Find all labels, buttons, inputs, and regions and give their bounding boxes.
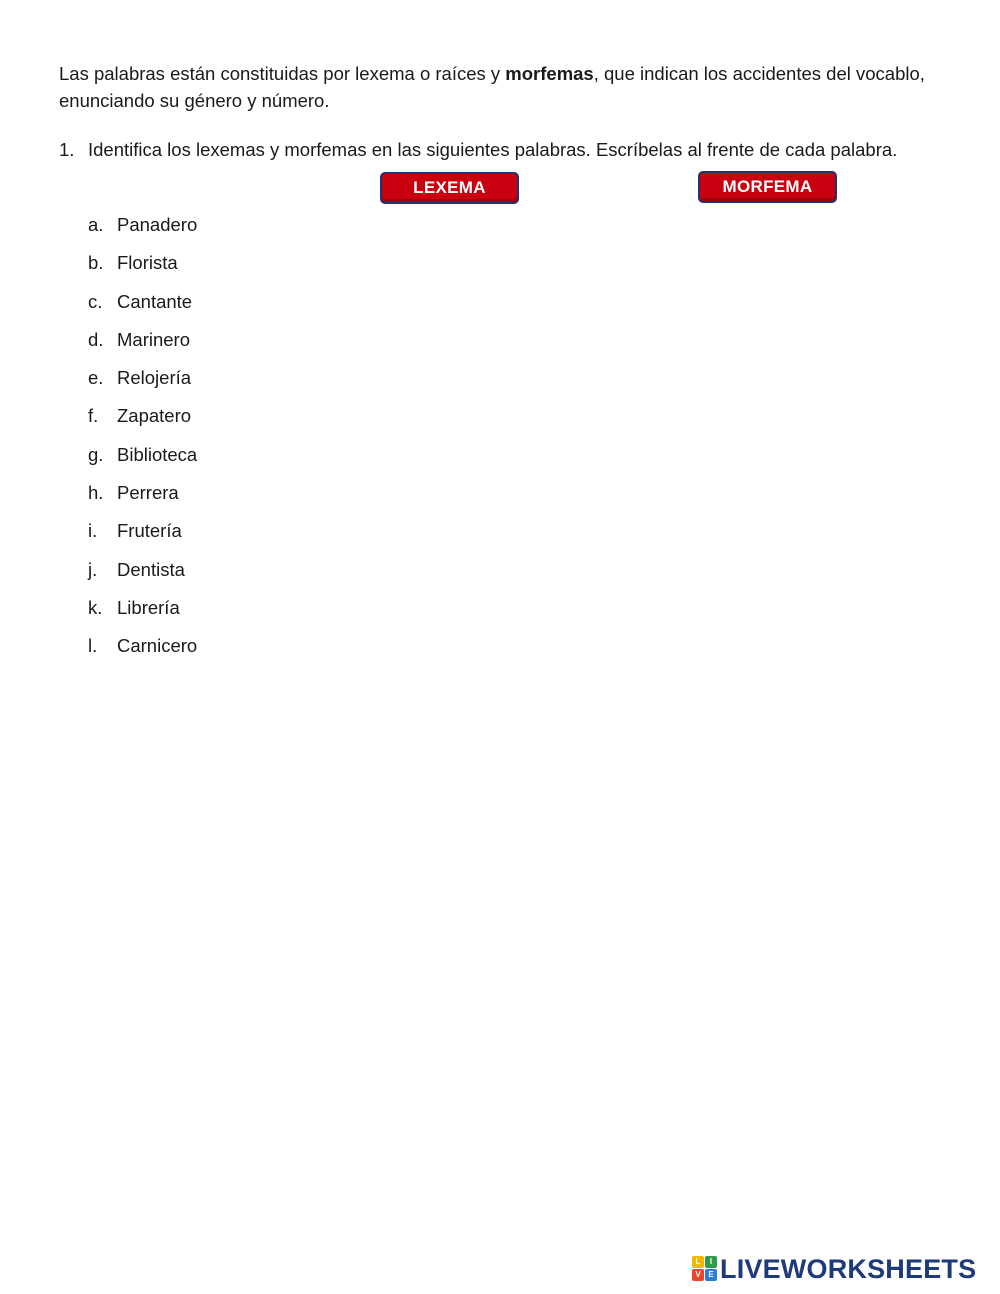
item-letter: h. [88,482,104,504]
liveworksheets-logo [692,1254,976,1284]
item-word: Frutería [117,520,182,542]
morfema-column-label: MORFEMA [698,171,837,203]
liveworksheets-logo-icon [692,1256,718,1282]
logo-mark-v: V [692,1269,704,1281]
list-item [88,212,197,250]
item-letter: e. [88,367,104,389]
list-item [88,518,197,556]
item-letter: f. [88,405,99,427]
item-letter: j. [88,558,98,580]
intro-bold-term: morfemas [505,63,594,84]
item-word: Dentista [117,558,185,580]
logo-mark-i: I [705,1256,717,1268]
item-word: Marinero [117,328,190,350]
item-letter: d. [88,328,104,350]
list-item [88,595,197,633]
list-item [88,480,197,518]
item-letter: b. [88,252,104,274]
item-letter: g. [88,443,104,465]
item-word: Librería [117,596,180,618]
item-word: Carnicero [117,635,198,657]
question-text: Identifica los lexemas y morfemas en las siguientes palabras. Escríbelas al frente de cada palabra. [88,139,898,160]
question-1 [59,137,979,163]
word-list [88,212,197,672]
item-word: Cantante [117,290,193,312]
question-number: 1. [59,139,75,160]
item-word: Relojería [117,367,192,389]
intro-text-end: , que indican los accidentes del vocablo, enunciando su género y número. [59,63,925,111]
list-item [88,289,197,327]
intro-paragraph [59,60,939,114]
list-item [88,403,197,441]
list-item [88,442,197,480]
logo-mark-e: E [705,1269,717,1281]
item-letter: i. [88,520,98,542]
item-word: Panadero [117,214,198,235]
item-letter: c. [88,290,103,312]
intro-text-start: Las palabras están constituidas por lexema o raíces y [59,63,506,84]
item-word: Perrera [117,482,179,504]
item-letter: k. [88,596,103,618]
list-item [88,250,197,288]
list-item [88,327,197,365]
item-word: Zapatero [117,405,192,427]
item-letter: a. [88,214,104,235]
logo-text: LIVEWORKSHEETS [720,1253,977,1284]
list-item [88,557,197,595]
item-word: Biblioteca [117,443,198,465]
item-word: Florista [117,252,178,274]
item-letter: l. [88,635,98,657]
logo-mark-l: L [692,1256,704,1268]
lexema-column-label: LEXEMA [380,172,519,204]
list-item [88,365,197,403]
list-item [88,633,197,671]
